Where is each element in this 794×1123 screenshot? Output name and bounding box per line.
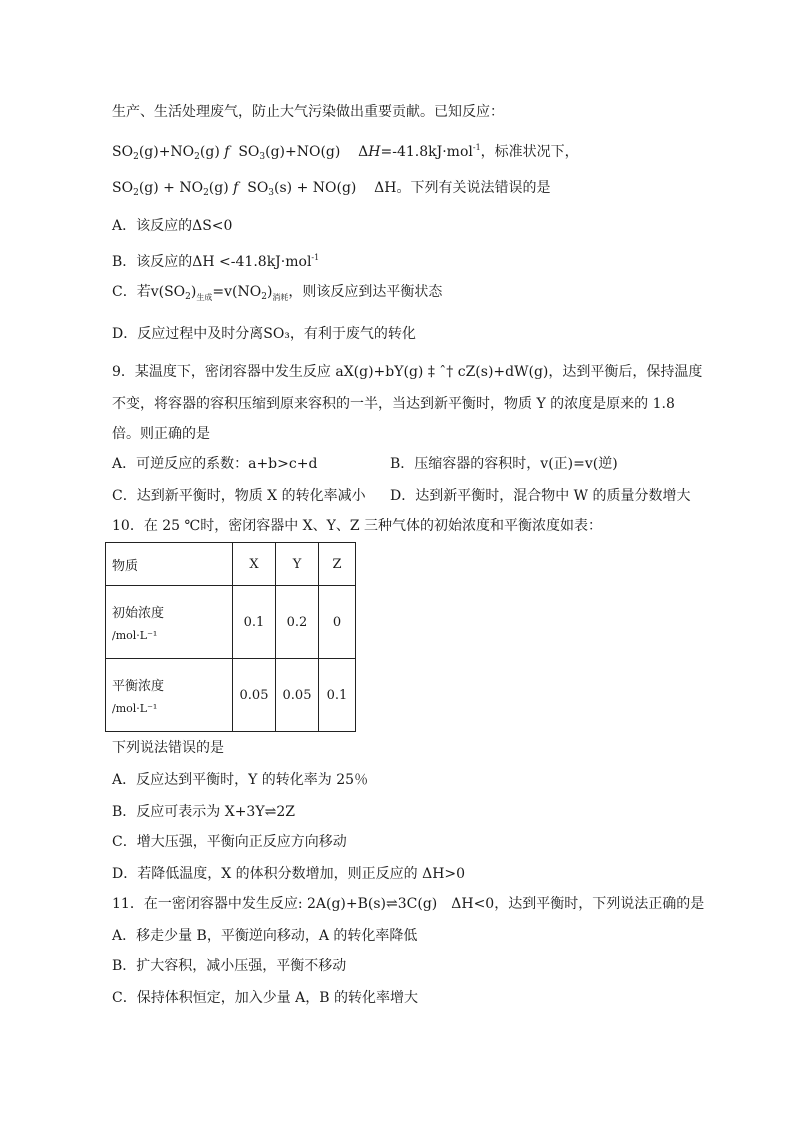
- q9-option-b: B．压缩容器的容积时，v(正)=v(逆): [390, 456, 618, 472]
- table-cell: 0.1: [233, 586, 276, 659]
- table-header-cell: 物质: [106, 543, 233, 586]
- q9-line-1: 9．某温度下，密闭容器中发生反应 aX(g)+bY(g) ‡ ˆ† cZ(s)+dW(g)，达到平衡后，保持温度: [112, 364, 703, 380]
- q8-option-a: A．该反应的ΔS<0: [112, 218, 233, 234]
- table-cell: 0.05: [276, 659, 319, 732]
- q9-option-c: C．达到新平衡时，物质 X 的转化率减小: [112, 488, 366, 504]
- q8-intro: 生产、生活处理废气，防止大气污染做出重要贡献。已知反应：: [112, 104, 504, 120]
- table-cell: 0.05: [233, 659, 276, 732]
- table-cell: 0.2: [276, 586, 319, 659]
- q9-options-row-2: [112, 486, 692, 506]
- q9-option-d: D．达到新平衡时，混合物中 W 的质量分数增大: [390, 488, 691, 504]
- table-header-cell: Y: [276, 543, 319, 586]
- q8-option-b: [112, 248, 319, 272]
- q8-option-b-sup: -1: [311, 253, 320, 262]
- q9-options-row-1: [112, 454, 692, 474]
- row-label-cell: [106, 586, 233, 659]
- q8-option-c: [112, 282, 442, 308]
- table-row: [106, 586, 356, 659]
- row-label: 平衡浓度: [112, 679, 165, 694]
- row-unit: /mol·L⁻¹: [112, 629, 158, 642]
- q8-reaction-1: [112, 138, 579, 167]
- q8-option-b-text: B．该反应的ΔH <-41.8kJ·mol: [112, 254, 312, 270]
- q9-line-3: 倍。则正确的是: [112, 426, 210, 442]
- q8-option-d: D．反应过程中及时分离SO₃，有利于废气的转化: [112, 326, 416, 342]
- row-label: 初始浓度: [112, 606, 165, 621]
- reaction-2-formula: $SO_2(g) + NO_2(g)$ f $SO_3(s) + NO(g)$ ΔH: [112, 180, 397, 198]
- q11-option-c: C．保持体积恒定，加入少量 A，B 的转化率增大: [112, 990, 419, 1006]
- row-label-cell: [106, 659, 233, 732]
- concentration-table: [105, 542, 356, 732]
- table-row: [106, 659, 356, 732]
- table-header-cell: Z: [319, 543, 356, 586]
- reaction-1-formula: $SO_2(g)+NO_2(g)$ f $SO_3(g)+NO(g)$ ΔH=-41.8kJ·mol$^{-1}$: [112, 143, 481, 162]
- q10-option-c: C．增大压强，平衡向正反应方向移动: [112, 834, 347, 850]
- q10-question: 下列说法错误的是: [112, 740, 224, 756]
- q8-option-c-formula: $v(SO_2)_{生成}=v(NO_2)_{消耗}$: [150, 284, 289, 302]
- q10-option-d: D．若降低温度，X 的体积分数增加，则正反应的 ΔH>0: [112, 866, 466, 882]
- table-header-cell: X: [233, 543, 276, 586]
- q11-option-b: B．扩大容积，减小压强，平衡不移动: [112, 958, 347, 974]
- q8-option-c-suffix: ，则该反应到达平衡状态: [288, 284, 443, 300]
- row-unit: /mol·L⁻¹: [112, 702, 158, 715]
- q10-intro: 10．在 25 ℃时，密闭容器中 X、Y、Z 三种气体的初始浓度和平衡浓度如表：: [112, 518, 603, 534]
- q10-option-a: A．反应达到平衡时，Y 的转化率为 25％: [112, 772, 369, 788]
- table-header-row: [106, 543, 356, 586]
- table-cell: 0.1: [319, 659, 356, 732]
- q9-line-2: 不变，将容器的容积压缩到原来容积的一半，当达到新平衡时，物质 Y 的浓度是原来的 1.8: [112, 396, 675, 412]
- table-cell: 0: [319, 586, 356, 659]
- q8-option-c-prefix: C．若: [112, 284, 151, 300]
- q11-option-a: A．移走少量 B，平衡逆向移动，A 的转化率降低: [112, 928, 418, 944]
- q10-option-b: B．反应可表示为 X+3Y⇌2Z: [112, 804, 295, 820]
- q8-reaction-2: [112, 178, 551, 203]
- q11-intro: 11．在一密闭容器中发生反应: 2A(g)+B(s)⇌3C(g) ΔH<0，达到平衡时，下列说法正确的是: [112, 896, 705, 912]
- reaction-2-tail: 。下列有关说法错误的是: [396, 180, 551, 196]
- reaction-1-tail: ，标准状况下，: [480, 144, 579, 160]
- q9-option-a: A．可逆反应的系数：a+b>c+d: [112, 456, 318, 472]
